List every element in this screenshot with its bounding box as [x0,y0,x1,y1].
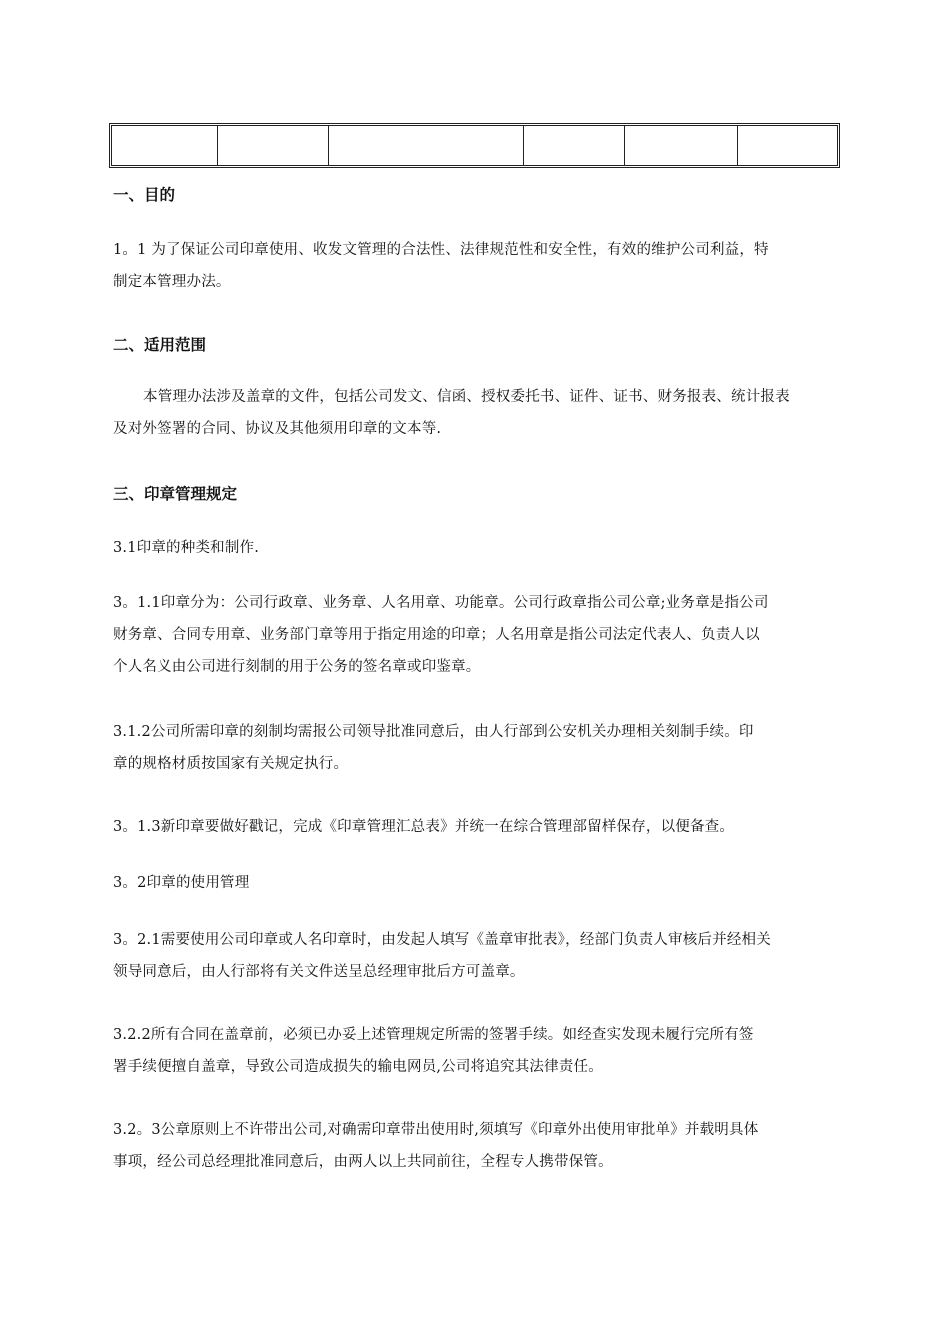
paragraph-line: 财务章、合同专用章、业务部门章等用于指定用途的印章；人名用章是指公司法定代表人、负责人以 [113,627,760,643]
table-cell [524,126,625,165]
paragraph [113,1019,840,1083]
table-cell [112,126,218,165]
paragraph-line: 及对外签署的合同、协议及其他须用印章的文本等. [113,421,442,437]
paragraph-line: 领导同意后，由人行部将有关文件送呈总经理审批后方可盖章。 [113,964,525,980]
header-table [109,123,840,168]
paragraph-line: 3.1.2公司所需印章的刻制均需报公司领导批准同意后，由人行部到公安机关办理相关刻制手续。印 [113,724,754,740]
paragraph-line: 章的规格材质按国家有关规定执行。 [113,756,349,772]
paragraph-line: 1。1 为了保证公司印章使用、收发文管理的合法性、法律规范性和安全性，有效的维护公司利益，特 [113,242,769,258]
section-heading-scope: 二、适用范围 [113,336,207,354]
paragraph-line: 3。1.1印章分为：公司行政章、业务章、人名用章、功能章。公司行政章指公司公章;业务章是指公司 [113,595,769,611]
paragraph-line: 制定本管理办法。 [113,274,231,290]
paragraph [113,716,840,780]
paragraph [113,587,840,683]
section-heading-purpose: 一、目的 [113,186,176,204]
paragraph-line: 署手续便擅自盖章，导致公司造成损失的输电网员,公司将追究其法律责任。 [113,1059,603,1075]
paragraph-line: 事项，经公司总经理批准同意后，由两人以上共同前往，全程专人携带保管。 [113,1154,613,1170]
paragraph-line: 个人名义由公司进行刻制的用于公务的签名章或印鉴章。 [113,659,481,675]
table-cell [329,126,524,165]
table-cell [625,126,738,165]
paragraph [113,924,840,988]
table-cell [218,126,329,165]
paragraph [113,867,840,899]
paragraph-line: 3。1.3新印章要做好戳记，完成《印章管理汇总表》并统一在综合管理部留样保存，以便备查。 [113,819,735,835]
paragraph [113,381,840,445]
paragraph-line: 3.2.2所有合同在盖章前，必须已办妥上述管理规定所需的签署手续。如经查实发现未履行完所有签 [113,1027,754,1043]
paragraph-line: 3。2印章的使用管理 [113,875,250,891]
paragraph [113,234,840,298]
paragraph-line: 3。2.1需要使用公司印章或人名印章时，由发起人填写《盖章审批表》，经部门负责人审核后并经相关 [113,932,771,948]
paragraph-line: 3.2。3公章原则上不许带出公司,对确需印章带出使用时,须填写《印章外出使用审批单》并载明具体 [113,1122,759,1138]
section-heading-seal-rules: 三、印章管理规定 [113,485,238,503]
paragraph-line: 3.1印章的种类和制作. [113,540,260,556]
paragraph-line: 本管理办法涉及盖章的文件，包括公司发文、信函、授权委托书、证件、证书、财务报表、统计报表 [143,389,790,405]
paragraph [113,532,840,564]
paragraph [113,811,840,843]
table-cell [738,126,837,165]
paragraph [113,1114,840,1178]
